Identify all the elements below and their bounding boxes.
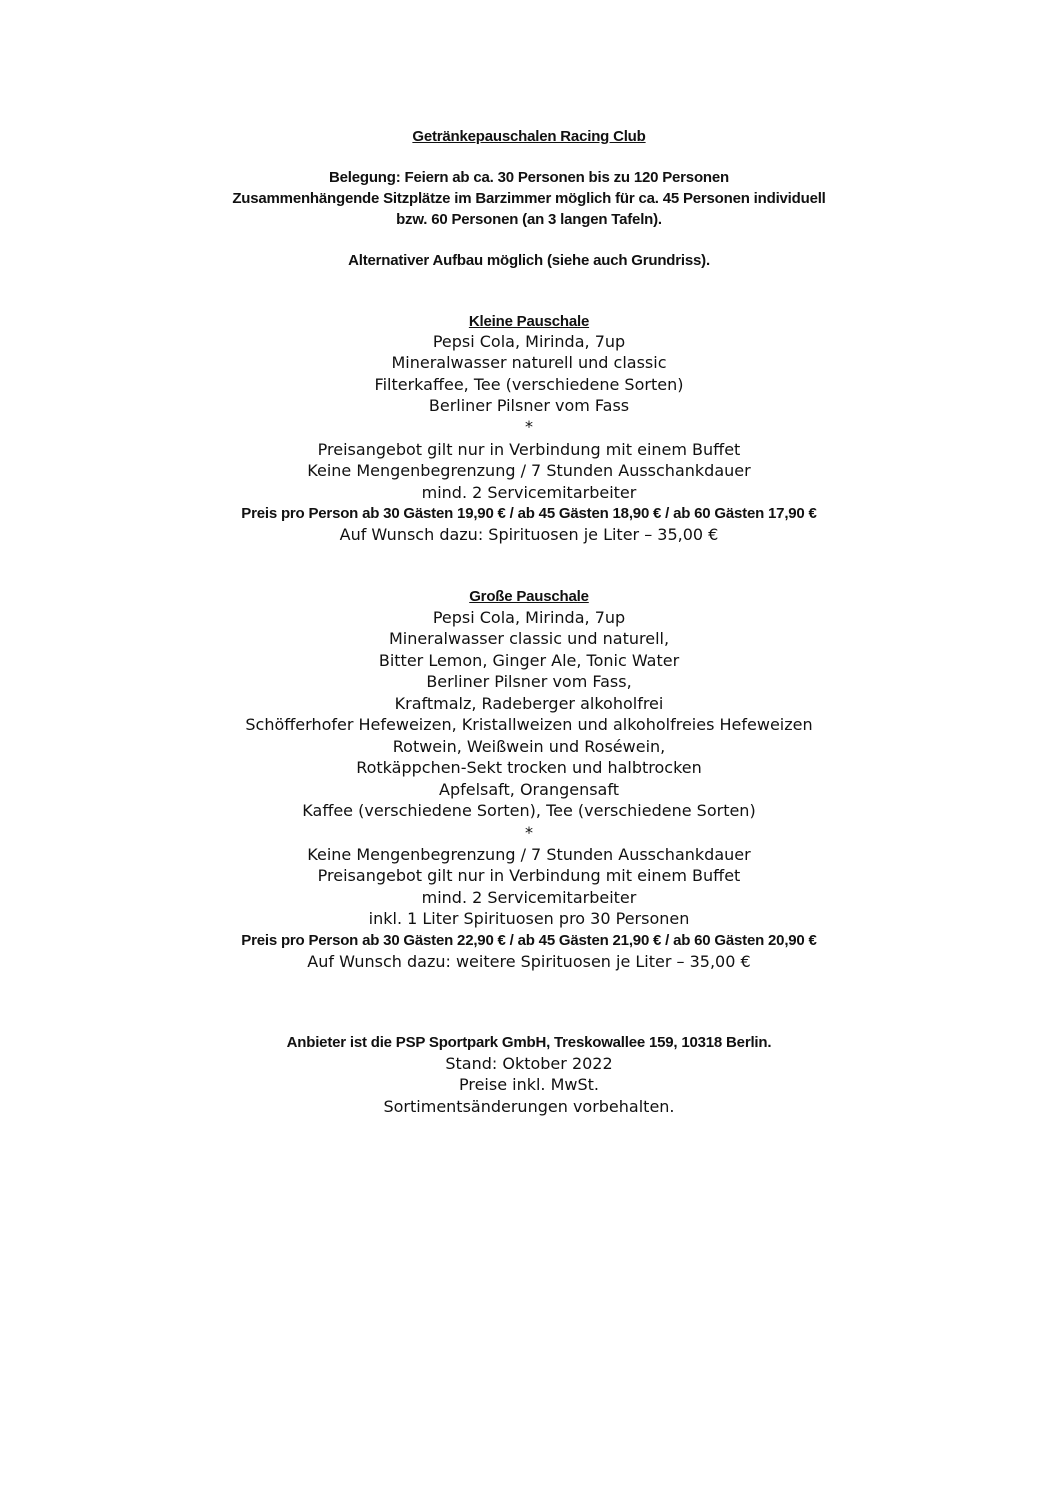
small-package-item: Mineralwasser naturell und classic — [391, 353, 667, 372]
small-package-price: Preis pro Person ab 30 Gästen 19,90 € / ab 45 Gästen 18,90 € / ab 60 Gästen 17,90 € — [241, 505, 817, 522]
large-package-item: Rotwein, Weißwein und Roséwein, — [392, 737, 666, 756]
small-package-extra: Auf Wunsch dazu: Spirituosen je Liter – 35,00 € — [339, 525, 719, 544]
small-package-heading: Kleine Pauschale — [468, 313, 590, 330]
large-package-condition: Preisangebot gilt nur in Verbindung mit einem Buffet — [317, 866, 741, 885]
large-package-heading: Große Pauschale — [469, 588, 589, 605]
large-package-item: Apfelsaft, Orangensaft — [439, 780, 619, 799]
assortment-note: Sortimentsänderungen vorbehalten. — [383, 1097, 675, 1116]
large-package-condition: inkl. 1 Liter Spirituosen pro 30 Personen — [368, 909, 690, 928]
intro-occupancy: Belegung: Feiern ab ca. 30 Personen bis zu 120 Personen — [329, 169, 729, 186]
large-package-condition: Keine Mengenbegrenzung / 7 Stunden Ausschankdauer — [307, 845, 751, 864]
large-package-separator: * — [525, 823, 533, 842]
large-package-item: Schöfferhofer Hefeweizen, Kristallweizen und alkoholfreies Hefeweizen — [245, 715, 813, 734]
small-package-condition: Preisangebot gilt nur in Verbindung mit einem Buffet — [317, 440, 741, 459]
large-package-item: Berliner Pilsner vom Fass, — [426, 672, 632, 691]
intro-seating-tables: bzw. 60 Personen (an 3 langen Tafeln). — [396, 211, 662, 228]
large-package-item: Bitter Lemon, Ginger Ale, Tonic Water — [378, 651, 680, 670]
vat-note: Preise inkl. MwSt. — [458, 1075, 600, 1094]
intro-seating: Zusammenhängende Sitzplätze im Barzimmer möglich für ca. 45 Personen individuell — [232, 190, 826, 207]
intro-alternative-setup: Alternativer Aufbau möglich (siehe auch Grundriss). — [348, 252, 710, 269]
document-title: Getränkepauschalen Racing Club — [412, 128, 646, 145]
large-package-item: Mineralwasser classic und naturell, — [388, 629, 670, 648]
small-package-separator: * — [525, 417, 533, 436]
large-package-item: Kraftmalz, Radeberger alkoholfrei — [394, 694, 664, 713]
small-package-item: Pepsi Cola, Mirinda, 7up — [432, 332, 626, 351]
large-package-condition: mind. 2 Servicemitarbeiter — [421, 888, 637, 907]
small-package-item: Filterkaffee, Tee (verschiedene Sorten) — [374, 375, 684, 394]
small-package-item: Berliner Pilsner vom Fass — [428, 396, 630, 415]
status-date: Stand: Oktober 2022 — [445, 1054, 613, 1073]
small-package-condition: mind. 2 Servicemitarbeiter — [421, 483, 637, 502]
provider-info: Anbieter ist die PSP Sportpark GmbH, Treskowallee 159, 10318 Berlin. — [286, 1034, 772, 1051]
large-package-price: Preis pro Person ab 30 Gästen 22,90 € / ab 45 Gästen 21,90 € / ab 60 Gästen 20,90 € — [241, 932, 817, 949]
large-package-item: Kaffee (verschiedene Sorten), Tee (verschiedene Sorten) — [302, 801, 756, 820]
large-package-item: Rotkäppchen-Sekt trocken und halbtrocken — [356, 758, 702, 777]
large-package-item: Pepsi Cola, Mirinda, 7up — [432, 608, 626, 627]
large-package-extra: Auf Wunsch dazu: weitere Spirituosen je Liter – 35,00 € — [307, 952, 751, 971]
small-package-condition: Keine Mengenbegrenzung / 7 Stunden Ausschankdauer — [307, 461, 751, 480]
